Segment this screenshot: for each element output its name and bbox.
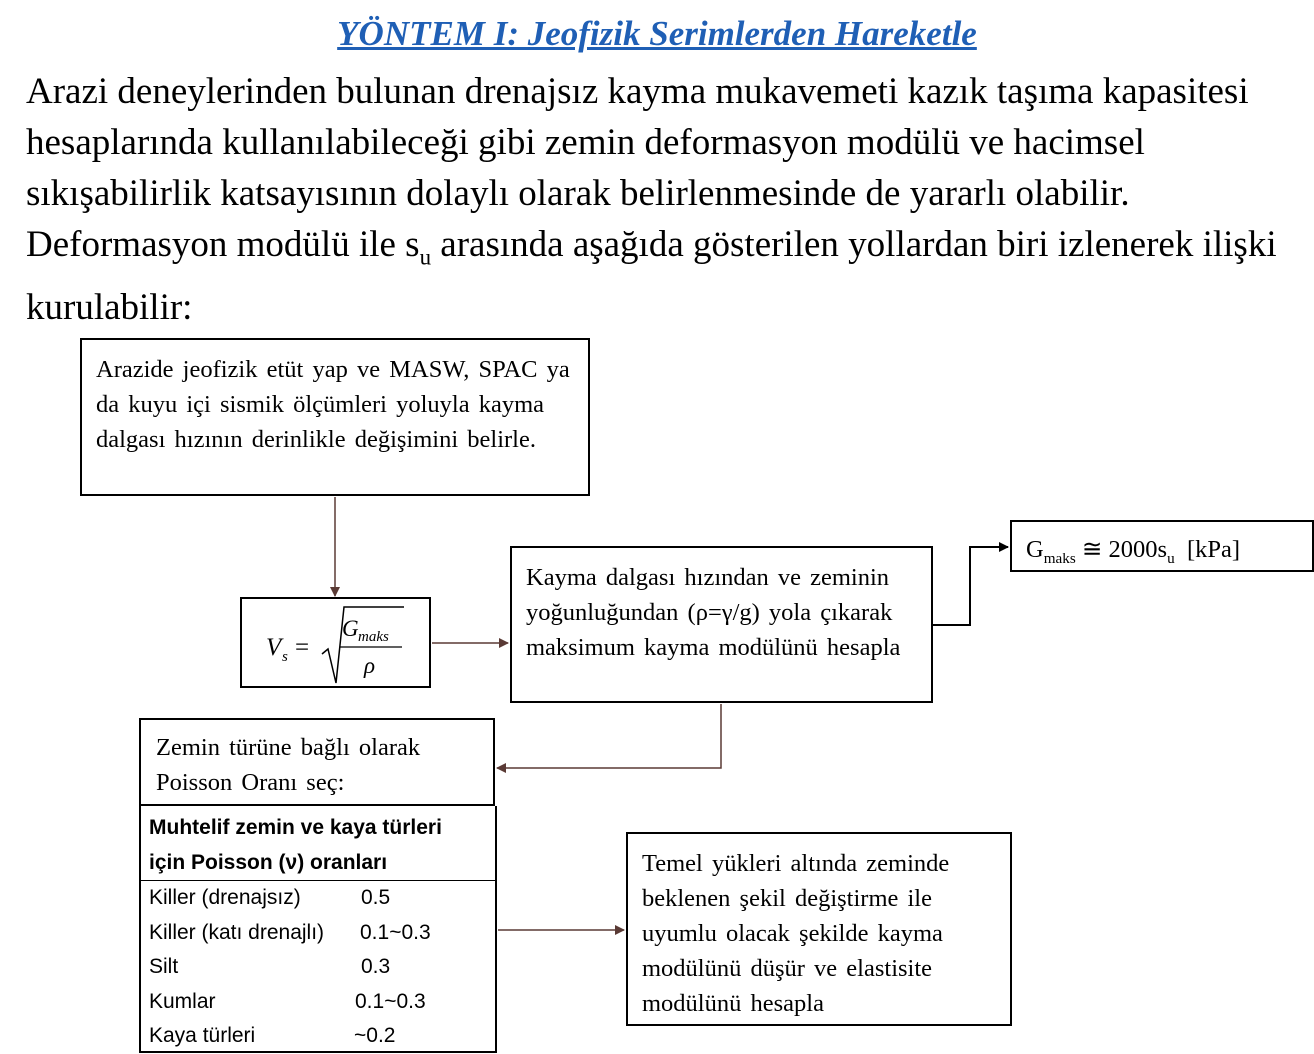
formula-num-sub: maks (358, 629, 389, 645)
intro-text-before: Arazi deneylerinden bulunan drenajsız kayma mukavemeti kazık taşıma kapasitesi hesaplarında kullanılabileceği gibi zemin deformasyon modülü ve hacimsel sıkışabilirlik katsayısının dolaylı olarak belirlenmesinde de yararlı olabilir. Deformasyon modülü ile s (26, 71, 1249, 265)
table-row (141, 881, 495, 916)
formula-num: G (342, 616, 359, 641)
poisson-table (139, 806, 497, 1053)
poisson-header-line1: Muhtelif zemin ve kaya türleri (149, 816, 442, 839)
row-value: 0.1~0.3 (360, 920, 431, 944)
intro-subscript: u (419, 244, 432, 270)
page-title: YÖNTEM I: Jeofizik Serimlerden Hareketle (337, 14, 977, 53)
sqrt-sign (322, 607, 404, 683)
table-row (141, 916, 495, 951)
row-label: Kumlar (149, 989, 216, 1013)
gmaks-s-sub: u (1167, 549, 1175, 567)
row-label: Killer (drenajsız) (149, 886, 301, 909)
arrow-kayma-to-gmaks (933, 547, 1008, 625)
formula-lhs-sub: s (282, 649, 288, 665)
table-row (141, 985, 495, 1020)
formula-den: ρ (364, 653, 376, 678)
table-row (141, 950, 495, 985)
poisson-table-header (141, 806, 495, 881)
step-kayma-modulu-box: Kayma dalgası hızından ve zeminin yoğunluğundan (ρ=γ/g) yola çıkarak maksimum kayma modülünü hesapla (510, 546, 933, 703)
gmaks-result-box (1010, 520, 1314, 572)
gmaks-mid: ≅ 2000s (1075, 536, 1168, 563)
poisson-header-line2: için Poisson (ν) oranları (149, 851, 388, 874)
step-elastisite-box: Temel yükleri altında zeminde beklenen şekil değiştirme ile uyumlu olacak şekilde kayma modülünü düşür ve elastisite modülünü hesapla (626, 832, 1012, 1026)
row-label: Killer (katı drenajlı) (149, 920, 325, 944)
step-jeofizik-box: Arazide jeofizik etüt yap ve MASW, SPAC ya da kuyu içi sismik ölçümleri yoluyla kayma dalgası hızının derinlikle değişimini belirle. (80, 338, 590, 496)
row-value: 0.3 (361, 955, 391, 978)
row-label: Kaya türleri (149, 1024, 256, 1047)
row-value: 0.1~0.3 (355, 989, 426, 1013)
table-row (141, 1019, 495, 1054)
formula-equals: = (295, 634, 310, 661)
gmaks-g: G (1026, 536, 1044, 563)
step-poisson-box: Zemin türüne bağlı olarak Poisson Oranı seç: (139, 718, 495, 806)
row-value: ~0.2 (354, 1024, 396, 1047)
formula-lhs: V (266, 634, 282, 661)
row-label: Silt (149, 955, 179, 978)
vs-formula-box (240, 597, 431, 688)
row-value: 0.5 (361, 886, 391, 909)
gmaks-g-sub: maks (1043, 549, 1076, 567)
gmaks-unit: [kPa] (1174, 536, 1241, 563)
intro-text-after: arasında aşağıda gösterilen yollardan biri izlenerek ilişki kurulabilir: (26, 224, 1277, 329)
vs-formula (242, 599, 429, 686)
arrow-kayma-to-zemin (497, 704, 721, 768)
